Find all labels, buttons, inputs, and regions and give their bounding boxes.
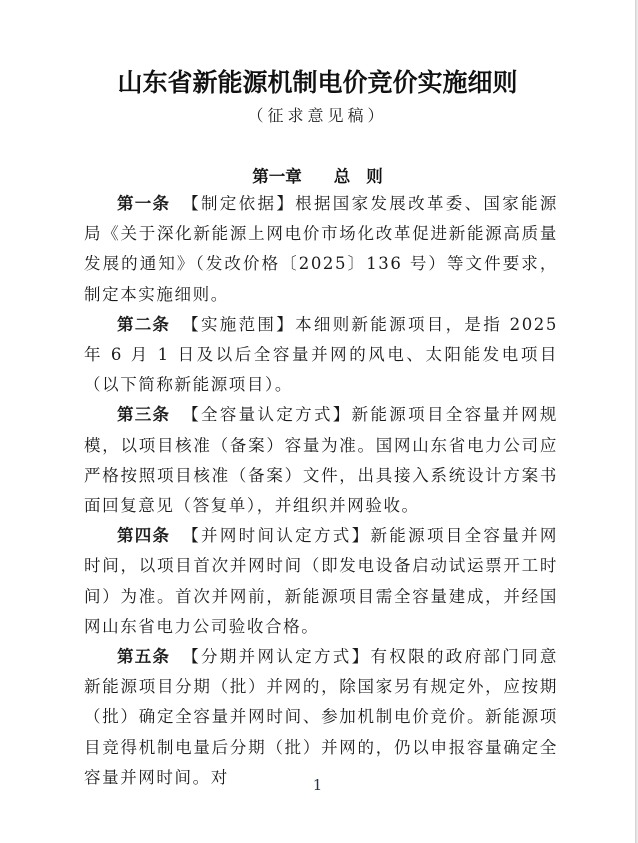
- chapter-number: 第一章: [252, 167, 302, 186]
- article-4: [84, 521, 558, 642]
- article-number: 第二条: [117, 314, 171, 334]
- article-5: [84, 642, 558, 793]
- article-number: 第四条: [117, 526, 171, 546]
- article-topic: 【并网时间认定方式】: [182, 526, 371, 546]
- document-body: [84, 189, 558, 793]
- article-text: 新能源项目全容量并网规模，以项目核准（备案）容量为准。国网山东省电力公司应严格按照项目核准（备案）文件，出具接入系统设计方案书面回复意见（答复单），并组织并网验收。: [84, 405, 559, 516]
- article-text: 有权限的政府部门同意新能源项目分期（批）并网的，除国家另有规定外，应按期（批）确定全容量并网时间、参加机制电价竞价。新能源项目竞得机制电量后分期（批）并网的，仍以申报容量确定全容量并网时间。对: [84, 647, 559, 787]
- chapter-name-part1: 总: [333, 167, 351, 186]
- article-topic: 【制定依据】: [182, 194, 296, 213]
- article-text: 根据国家发展改革委、国家能源局《关于深化新能源上网电价市场化改革促进新能源高质量发展的通知》（发改价格〔2025〕136 号）等文件要求，制定本实施细则。: [84, 194, 559, 304]
- article-topic: 【分期并网认定方式】: [182, 647, 371, 667]
- chapter-name-part2: 则: [366, 167, 383, 186]
- article-3: [84, 400, 558, 521]
- article-number: 第五条: [117, 647, 171, 667]
- page-number: 1: [312, 776, 323, 794]
- document-title: 山东省新能源机制电价竞价实施细则: [117, 68, 518, 97]
- article-text: 新能源项目全容量并网时间，以项目首次并网时间（即发电设备启动试运票开工时间）为准。首次并网前，新能源项目需全容量建成，并经国网山东省电力公司验收合格。: [84, 526, 559, 636]
- article-text: 本细则新能源项目，是指 2025 年 6 月 1 日及以后全容量并网的风电、太阳能发电项目（以下简称新能源项目）。: [84, 314, 558, 395]
- article-2: [84, 310, 558, 401]
- chapter-heading: [0, 163, 635, 187]
- article-number: 第一条: [117, 194, 171, 213]
- article-1: [84, 189, 558, 310]
- article-topic: 【实施范围】: [182, 314, 296, 334]
- article-number: 第三条: [117, 405, 171, 425]
- document-subtitle: （征求意见稿）: [247, 106, 388, 125]
- article-topic: 【全容量认定方式】: [182, 405, 352, 425]
